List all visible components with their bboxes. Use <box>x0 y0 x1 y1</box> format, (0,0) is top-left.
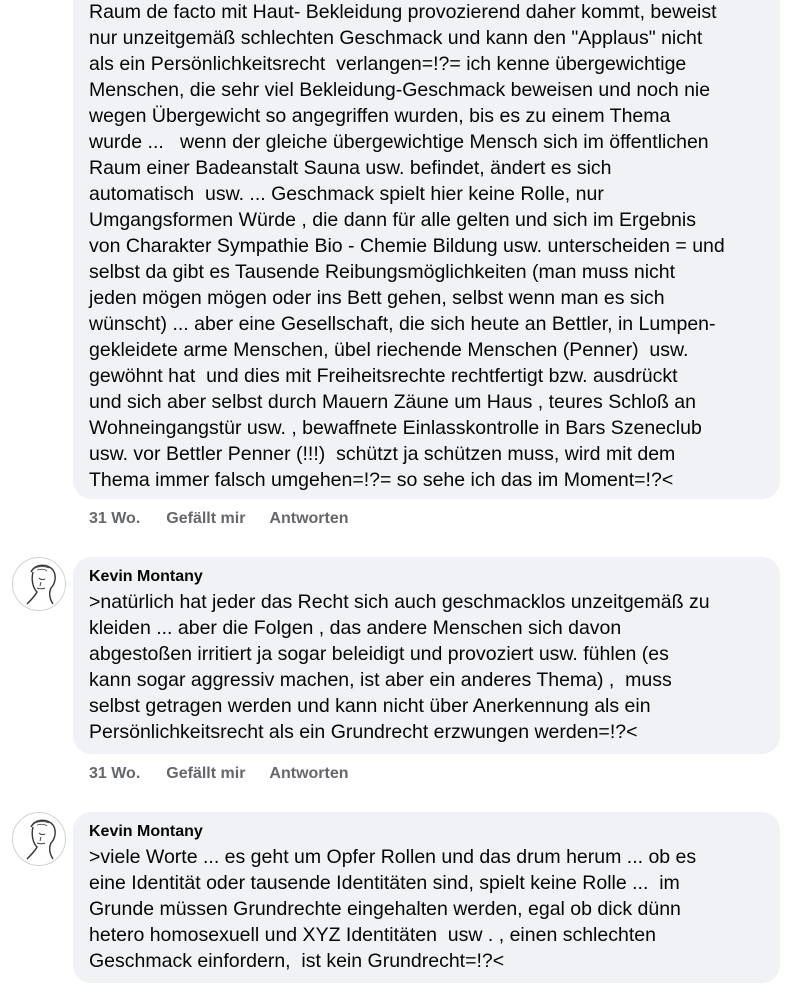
comment-bubble <box>73 557 780 754</box>
comment-bubble <box>73 812 780 983</box>
reply-button[interactable]: Antworten <box>269 765 349 782</box>
comment-timestamp[interactable]: 31 Wo. <box>89 510 141 527</box>
reply-button[interactable]: Antworten <box>269 510 349 527</box>
comment-timestamp[interactable]: 31 Wo. <box>89 765 141 782</box>
comment-author[interactable]: Kevin Montany <box>89 568 203 585</box>
like-button[interactable]: Gefällt mir <box>166 765 246 782</box>
avatar[interactable] <box>12 557 66 611</box>
comment-bubble <box>73 0 780 499</box>
comment-text: Raum de facto mit Haut- Bekleidung provozierend daher kommt, beweist nur unzeitgemäß schlechten Geschmack und kann den "Applaus" nicht als ein Persönlichkeitsrecht verlangen=!?= ich kenne übergewichtige Menschen, die sehr viel Bekleidung-Geschmack beweisen und noch nie wegen Übergewicht so angegriffen wurden, bis es zu einem Thema wurde ... wenn der gleiche übergewichtige Mensch sich im öffentlichen Raum einer Badeanstalt Sauna usw. befindet, ändert es sich automatisch usw. ... Geschmack spielt hier keine Rolle, nur Umgangsformen Würde , die dann für alle gelten und sich im Ergebnis von Charakter Sympathie Bio - Chemie Bildung usw. unterscheiden = und selbst da gibt es Tausende Reibungsmöglichkeiten (man muss nicht jeden mögen mögen oder ins Bett gehen, selbst wenn man es sich wünscht) ... aber eine Gesellschaft, die sich heute an Bettler, in Lumpen- gekleidete arme Menschen, übel riechende Menschen (Penner) usw. gewöhnt hat und dies mit Freiheitsrechte rechtfertigt bzw. ausdrückt und sich aber selbst durch Mauern Zäune um Haus , teures Schloß an Wohneingangstür usw. , bewaffnete Einlasskontrolle in Bars Szeneclub usw. vor Bettler Penner (!!!) schützt ja schützen muss, wird mit dem Thema immer falsch umgehen=!?= so sehe ich das im Moment=!?< <box>89 1 725 491</box>
user-sketch-icon <box>13 558 66 611</box>
user-sketch-icon <box>13 813 66 866</box>
comment-text: >viele Worte ... es geht um Opfer Rollen und das drum herum ... ob es eine Identität oder tausende Identitäten sind, spielt keine Rolle ... im Grunde müssen Grundrechte eingehalten werden, egal ob dick dünn hetero homosexuell und XYZ Identitäten usw . , einen schlechten Geschmack einfordern, ist kein Grundrecht=!?< <box>89 846 697 972</box>
comment-text: >natürlich hat jeder das Recht sich auch geschmacklos unzeitgemäß zu kleiden ... aber die Folgen , das andere Menschen sich davon abgestoßen irritiert ja sogar beleidigt und provoziert usw. fühlen (es kann sogar aggressiv machen, ist aber ein anderes Thema) , muss selbst getragen werden und kann nicht über Anerkennung als ein Persönlichkeitsrecht als ein Grundrecht erzwungen werden=!?< <box>89 591 710 743</box>
like-button[interactable]: Gefällt mir <box>166 510 246 527</box>
comment-author[interactable]: Kevin Montany <box>89 823 203 840</box>
comment-actions <box>89 765 349 783</box>
avatar[interactable] <box>12 812 66 866</box>
comment-actions <box>89 510 349 528</box>
